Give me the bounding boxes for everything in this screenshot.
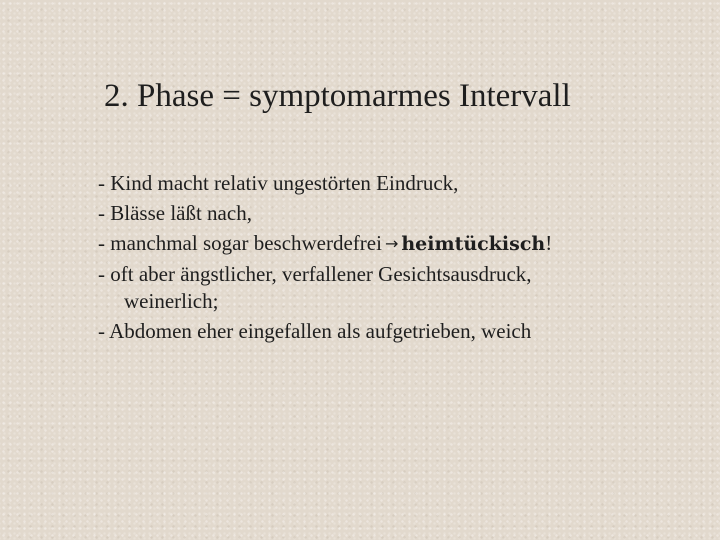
bullet-list [98, 168, 552, 346]
bullet-text: - Blässe läßt nach, [98, 201, 252, 225]
bullet-item [98, 228, 552, 259]
slide-title: 2. Phase = symptomarmes Intervall [104, 78, 571, 114]
bullet-item [98, 316, 552, 346]
bullet-item [98, 198, 552, 228]
bullet-continuation: weinerlich; [124, 289, 219, 313]
bullet-text: - oft aber ängstlicher, verfallener Gesichtsausdruck, [98, 262, 532, 286]
bullet-text: - Kind macht relativ ungestörten Eindruck, [98, 171, 459, 195]
bullet-item [98, 168, 552, 198]
emphasis-text: heimtückisch [401, 233, 546, 255]
bullet-text-suffix: ! [545, 231, 553, 255]
right-arrow-icon: → [384, 234, 399, 253]
bullet-text: - Abdomen eher eingefallen als aufgetrieben, weich [98, 319, 532, 343]
bullet-item [98, 259, 552, 316]
bullet-text: - manchmal sogar beschwerdefrei [98, 231, 382, 255]
